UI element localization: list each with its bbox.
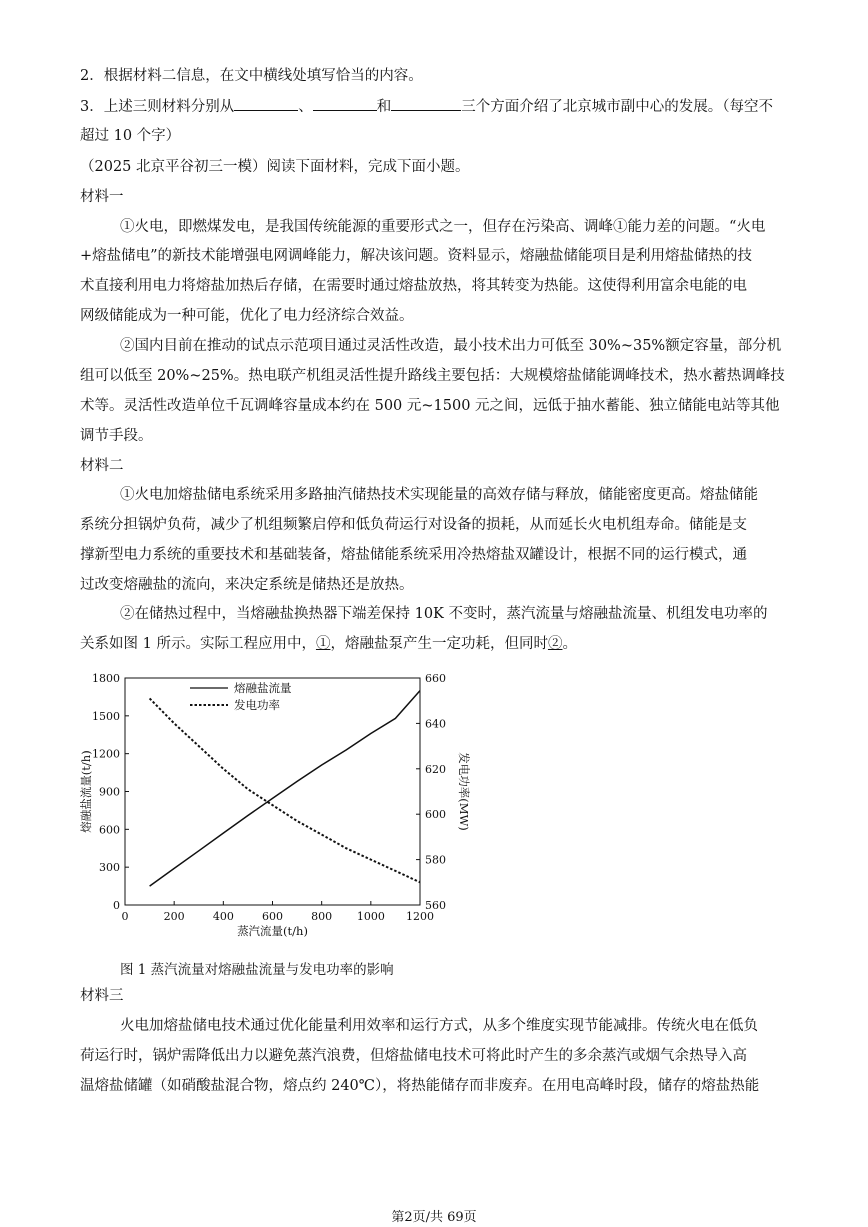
m3-line: 荷运行时，锅炉需降低出力以避免蒸汽浪费，但熔盐储电技术可将此时产生的多余蒸汽或烟气余热导入高 (80, 1048, 747, 1064)
material-3-title: 材料三 (80, 988, 124, 1004)
m1-p1-line: +熔盐储电”的新技术能增强电网调峰能力，解决该问题。资料显示，熔融盐储能项目是利用熔盐储热的技 (80, 248, 753, 264)
y-left-tick-label: 300 (99, 861, 120, 875)
m2-p2-text-a: 关系如图 1 所示。实际工程应用中， (80, 636, 316, 652)
blank-marker-2[interactable]: ② (547, 636, 563, 652)
figure-1-chart (78, 660, 471, 950)
m1-p2-line: 调节手段。 (80, 428, 153, 444)
y-right-tick-label: 660 (425, 672, 446, 685)
y-right-tick-label: 640 (425, 717, 446, 731)
m3-line: 火电加熔盐储电技术通过优化能量利用效率和运行方式，从多个维度实现节能减排。传统火电在低负 (120, 1018, 758, 1034)
page-footer: 第2页/共 69页 (391, 1210, 477, 1225)
material-2-title: 材料二 (80, 458, 124, 474)
m2-p1-line: 过改变熔融盐的流向，来决定系统是储热还是放热。 (80, 577, 414, 593)
question-3 (80, 96, 798, 117)
legend-label-2: 发电功率 (234, 698, 280, 712)
x-tick-label: 400 (212, 910, 234, 923)
y-left-tick-label: 600 (99, 823, 120, 837)
y-right-tick-label: 560 (425, 899, 446, 912)
m2-p2-line (80, 634, 798, 654)
m1-p2-line: 术等。灵活性改造单位千瓦调峰容量成本约在 500 元~1500 元之间，远低于抽水蓄能、独立储能电站等其他 (80, 398, 780, 414)
m2-p2-text-c: 。 (562, 636, 577, 652)
m1-p1-line: ①火电，即燃煤发电，是我国传统能源的重要形式之一，但存在污染高、调峰①能力差的问题。“火电 (120, 219, 766, 235)
m3-line: 温熔盐储罐（如硝酸盐混合物，熔点约 240℃），将热能储存而非废弃。在用电高峰时段，储存的熔盐热能 (80, 1078, 760, 1094)
y-right-tick-label: 620 (425, 762, 446, 776)
q3-suffix: 三个方面介绍了北京城市副中心的发展。（每空不 (461, 99, 773, 115)
y-right-axis-label: 发电功率(MW) (457, 752, 471, 831)
material-1-title: 材料一 (80, 189, 124, 205)
x-tick-label: 1200 (406, 910, 434, 923)
y-left-axis-label: 熔融盐流量(t/h) (79, 750, 93, 833)
y-left-tick-label: 900 (99, 785, 120, 799)
plot-frame (125, 678, 420, 905)
x-tick-label: 600 (262, 910, 283, 923)
answer-blank-2[interactable] (313, 96, 377, 111)
m1-p1-line: 网级储能成为一种可能，优化了电力经济综合效益。 (80, 308, 414, 324)
y-left-tick-label: 0 (113, 899, 120, 912)
answer-blank-1[interactable] (234, 96, 298, 111)
y-left-tick-label: 1200 (92, 747, 120, 761)
x-tick-label: 0 (121, 910, 129, 923)
m2-p2-text-b: ，熔融盐泵产生一定功耗，但同时 (330, 636, 548, 652)
x-tick-label: 1000 (356, 910, 385, 923)
m1-p1-line: 术直接利用电力将熔盐加热后存储，在需要时通过熔盐放热，将其转变为热能。这使得利用富余电能的电 (80, 278, 747, 294)
m2-p1-line: 撑新型电力系统的重要技术和基础装备，熔盐储能系统采用冷热熔盐双罐设计，根据不同的运行模式，通 (80, 547, 747, 563)
y-left-tick-label: 1500 (92, 709, 120, 723)
figure-caption: 图 1 蒸汽流量对熔融盐流量与发电功率的影响 (120, 962, 394, 978)
legend-label-1: 熔融盐流量 (234, 681, 292, 695)
y-left-tick-label: 1800 (92, 672, 120, 685)
x-tick-label: 200 (163, 910, 185, 923)
q3-sep2: 和 (376, 99, 392, 115)
blank-marker-1[interactable]: ① (315, 636, 331, 652)
question-2: 2．根据材料二信息，在文中横线处填写恰当的内容。 (80, 68, 423, 84)
source-line: （2025 北京平谷初三一模）阅读下面材料，完成下面小题。 (80, 159, 470, 175)
m2-p1-line: 系统分担锅炉负荷，减少了机组频繁启停和低负荷运行对设备的损耗，从而延长火电机组寿命。储能是支 (80, 517, 747, 533)
answer-blank-3[interactable] (391, 96, 461, 111)
q3-prefix: 3．上述三则材料分别从 (80, 99, 235, 115)
m2-p2-line: ②在储热过程中，当熔融盐换热器下端差保持 10K 不变时，蒸汽流量与熔融盐流量、机组发电功率的 (120, 606, 768, 622)
m1-p2-line: 组可以低至 20%~25%。热电联产机组灵活性提升路线主要包括：大规模熔盐储能调峰技术，热水蓄热调峰技 (80, 368, 785, 384)
series-line-1 (150, 691, 420, 887)
q3-line2: 超过 10 个字） (80, 128, 181, 144)
y-right-tick-label: 580 (425, 853, 446, 867)
y-right-tick-label: 600 (425, 808, 446, 822)
m2-p1-line: ①火电加熔盐储电系统采用多路抽汽储热技术实现能量的高效存储与释放，储能密度更高。熔盐储能 (120, 487, 758, 503)
x-tick-label: 800 (311, 910, 333, 923)
x-axis-label: 蒸汽流量(t/h) (237, 924, 308, 938)
m1-p2-line: ②国内目前在推动的试点示范项目通过灵活性改造，最小技术出力可低至 30%~35%额定容量，部分机 (120, 338, 782, 354)
q3-sep1: 、 (298, 99, 313, 115)
